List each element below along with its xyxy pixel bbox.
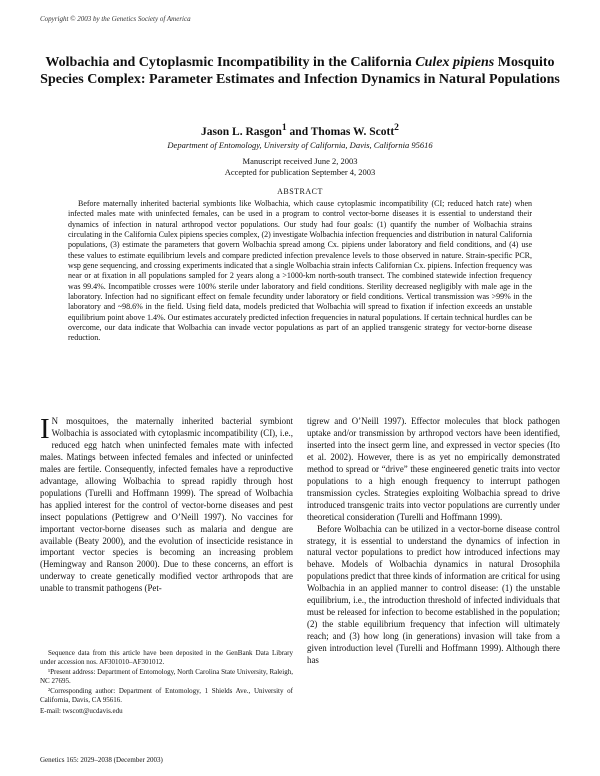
title-text-1: Wolbachia and Cytoplasmic Incompatibility in the California — [45, 55, 416, 70]
body-column-right — [307, 416, 560, 667]
title-species: Culex pipiens — [415, 55, 495, 70]
copyright-line: Copyright © 2003 by the Genetics Society of America — [40, 15, 191, 23]
author-line — [40, 122, 560, 138]
footnote-email: E-mail: twscott@ucdavis.edu — [40, 706, 123, 715]
body-column-left — [40, 413, 293, 595]
drop-cap: I — [40, 413, 50, 445]
accepted-date: Accepted for publication September 4, 2003 — [224, 167, 376, 177]
body-paragraph-1-cont: tigrew and O’Neill 1997). Effector molecules that block pathogen uptake and/or transmission by arthropod vectors have been identified, inserted into the insect germ line, and expressed in vector species (Ito et al. 2002). However, there is as yet no empirically demonstrated method to spread or “drive” these engineered genetic traits into vector populations to a high enough frequency to interrupt pathogen transmission cycles. Strategies exploiting Wolbachia spread to drive introduced transgenic traits into vector populations are currently under theoretical consideration (Turelli and Hoffmann 1999). — [307, 416, 560, 522]
footnote-present-address: ¹Present address: Department of Entomology, North Carolina State University, Raleigh, NC 27695. — [40, 668, 293, 686]
journal-citation: Genetics 165: 2029–2038 (December 2003) — [40, 756, 163, 764]
received-date: Manuscript received June 2, 2003 — [242, 156, 358, 166]
body-paragraph-1: N mosquitoes, the maternally inherited bacterial symbiont Wolbachia is associated with cytoplasmic incompatibility (CI), i.e., reduced egg hatch when uninfected females mate with infected males. Matings between infected females and infected or uninfected males are fertile. Consequently, infected females have a reproductive advantage, allowing Wolbachia to spread rapidly through host populations (Turelli and Hoffmann 1999). The spread of Wolbachia has applied interest for the control of vector-borne diseases and pest insect populations (Pettigrew and O’Neill 1997). No vaccines for important vector-borne diseases such as malaria and dengue are available (Beaty 2000), and the evolution of insecticide resistance in important vector species is becoming an increasing problem (Hemingway and Ranson 2000). Due to these concerns, an effort is underway to create genetically modified vector arthropods that are unable to transmit pathogens (Pet- — [40, 416, 293, 594]
author-1: Jason L. Rasgon — [201, 125, 282, 138]
affiliation: Department of Entomology, University of California, Davis, California 95616 — [167, 140, 433, 150]
author-2-footnote-mark: 2 — [394, 122, 399, 133]
abstract-heading: ABSTRACT — [277, 187, 323, 196]
title-text-2: Mosquito Species Complex: Parameter Estimates and Infection Dynamics in Natural Populations — [40, 55, 560, 87]
footnote-corresponding: ²Corresponding author: Department of Entomology, 1 Shields Ave., University of California, Davis, CA 95616. — [40, 687, 293, 705]
author-1-footnote-mark: 1 — [281, 122, 287, 133]
author-2: Thomas W. Scott — [310, 125, 395, 138]
footnotes — [40, 649, 293, 717]
author-separator: and — [286, 125, 311, 138]
body-paragraph-2: Before Wolbachia can be utilized in a vector-borne disease control strategy, it is essential to understand the dynamics of infection in natural vector populations to predict how introduced infections may behave. Models of Wolbachia dynamics in natural Drosophila populations predict that three kinds of information are critical for using Wolbachia in an applied manner to control disease: (1) the unstable equilibrium, i.e., the introduction threshold of infected individuals that must be released for infection to become established in the population; (2) the stable equilibrium frequency that infection will ultimately reach; and (3) how long (in generations) invasion will take from a given introduction level (Turelli and Hoffmann 1999). Although there has — [307, 523, 560, 666]
footnote-data: Sequence data from this article have been deposited in the GenBank Data Library under accession nos. AF301010–AF301012. — [40, 649, 293, 667]
article-title — [40, 55, 560, 88]
manuscript-dates — [40, 156, 560, 178]
abstract-text: Before maternally inherited bacterial symbionts like Wolbachia, which cause cytoplasmic incompatibility (CI; reduced hatch rate) when infected males mate with uninfected females, can be used in a program to control vector-borne diseases it is essential to understand their dynamics of infection in natural arthropod vector populations. Our study had four goals: (1) quantify the number of Wolbachia strains circulating in the California Culex pipiens species complex, (2) investigate Wolbachia infection frequencies and distribution in natural California populations, (3) estimate the parameters that govern Wolbachia spread among Cx. pipiens under laboratory and field conditions, and (4) use these values to estimate equilibrium levels and compare predicted infection prevalence levels to those observed in nature. Strain-specific PCR, wsp gene sequencing, and crossing experiments indicated that a single Wolbachia strain infects Californian Cx. pipiens. Infection frequency was near or at fixation in all populations sampled for 2 years along a >1000-km north-south transect. The combined statewide infection frequency was 99.4%. Incompatible crosses were 100% sterile under laboratory and field conditions. Sterility decreased negligibly with male age in the laboratory. Infection had no significant effect on female fecundity under laboratory or field conditions. Vertical transmission was >99% in the laboratory and ~98.6% in the field. Using field data, models predicted that Wolbachia will spread to fixation if infection exceeds an unstable equilibrium point above 1.4%. Our estimates accurately predicted infection frequencies in natural populations. If certain technical hurdles can be overcome, our data indicate that Wolbachia can invade vector populations as part of an applied transgenic strategy for vector-borne disease reduction. — [68, 199, 532, 343]
